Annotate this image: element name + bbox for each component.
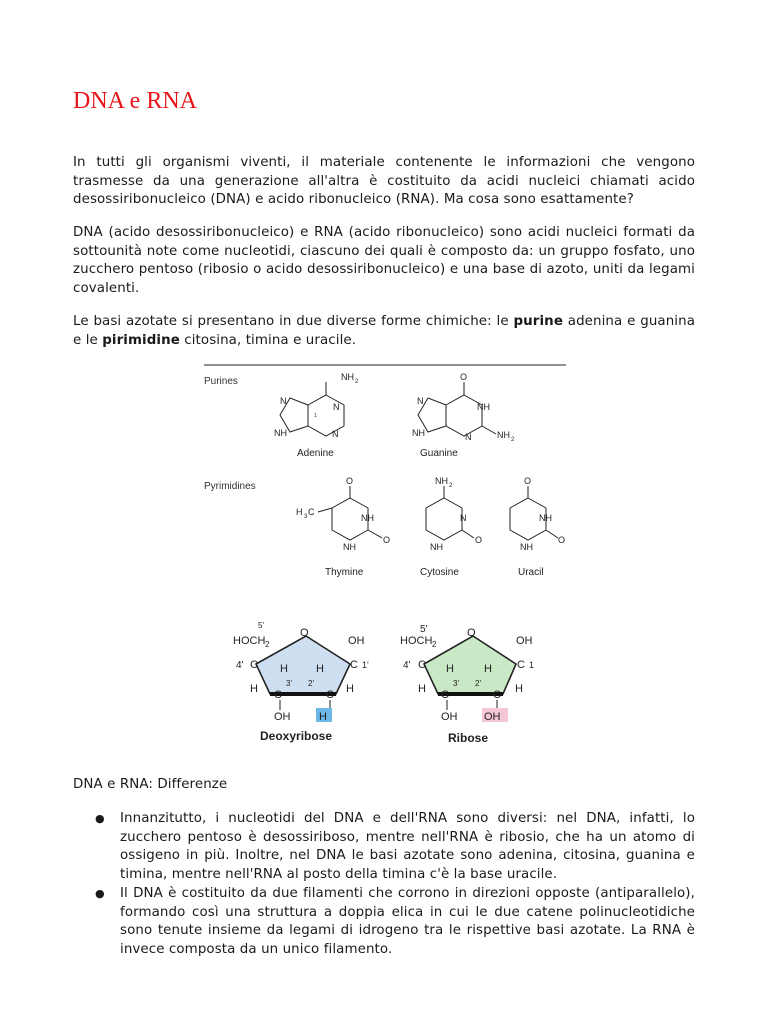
svg-text:NH: NH <box>341 372 354 382</box>
list-item <box>73 810 695 885</box>
svg-text:H: H <box>446 663 454 675</box>
svg-text:5': 5' <box>420 624 428 635</box>
svg-text:H: H <box>484 663 492 675</box>
svg-text:OH: OH <box>516 635 533 647</box>
svg-text:3: 3 <box>304 514 308 520</box>
svg-text:O: O <box>558 535 566 545</box>
cytosine-structure <box>426 486 474 540</box>
svg-text:N: N <box>465 432 472 442</box>
page-title: DNA e RNA <box>73 88 197 114</box>
svg-text:5': 5' <box>258 621 264 630</box>
svg-text:3': 3' <box>286 679 292 688</box>
svg-text:4': 4' <box>403 660 411 671</box>
svg-text:OH: OH <box>274 711 291 723</box>
svg-text:C: C <box>274 689 282 701</box>
svg-text:2: 2 <box>511 437 515 443</box>
svg-text:3': 3' <box>453 679 459 688</box>
nucleobases-figure <box>198 360 570 590</box>
section-heading: DNA e RNA: Differenze <box>73 777 228 792</box>
deoxyribose-h: H <box>319 711 327 723</box>
svg-text:H: H <box>418 683 426 695</box>
svg-text:NH: NH <box>520 542 533 552</box>
paragraph-composition: DNA (acido desossiribonucleico) e RNA (acido ribonucleico) sono acidi nucleici formati da sottounità note come nucleotidi, ciascuno dei quali è composto da: un gruppo fosfato, uno zucchero pentoso (ribosio o acido desossiribonucleico) e una base di azoto, uniti da legami covalenti. <box>73 225 695 296</box>
ribose-structure <box>400 624 534 745</box>
svg-text:O: O <box>346 476 354 486</box>
differences-list <box>73 810 695 960</box>
svg-text:OH: OH <box>348 635 365 647</box>
deoxyribose-label: Deoxyribose <box>260 729 333 743</box>
svg-text:NH: NH <box>343 542 356 552</box>
uracil-label: Uracil <box>518 567 544 578</box>
bullet-icon: ● <box>95 886 105 900</box>
svg-text:NH: NH <box>497 430 510 440</box>
svg-text:1': 1' <box>362 660 369 670</box>
svg-text:OH: OH <box>441 711 458 723</box>
adenine-label: Adenine <box>297 448 334 459</box>
guanine-label: Guanine <box>420 448 458 459</box>
list-item <box>73 885 695 960</box>
paragraph-bases <box>73 313 695 350</box>
svg-text:N: N <box>333 402 340 412</box>
ribose-label: Ribose <box>448 731 489 745</box>
svg-text:C: C <box>441 689 449 701</box>
paragraph-intro: In tutti gli organismi viventi, il materiale contenente le informazioni che vengono trasmesse da una generazione all'altra è costituito da acidi nucleici chiamati acido desossiribonucleico (DNA) e acido ribonucleico (RNA). Ma cosa sono esattamente? <box>73 155 695 207</box>
svg-text:C: C <box>517 659 525 671</box>
bases-text-3: citosina, timina e uracile. <box>179 332 357 348</box>
svg-text:H: H <box>280 663 288 675</box>
deoxyribose-structure <box>233 621 369 743</box>
svg-text:2: 2 <box>355 379 359 385</box>
svg-text:NH: NH <box>274 428 287 438</box>
pyrimidines-label: Pyrimidines <box>204 481 256 492</box>
svg-text:2: 2 <box>432 640 437 649</box>
svg-text:O: O <box>475 535 483 545</box>
svg-text:N: N <box>417 396 424 406</box>
svg-text:O: O <box>383 535 391 545</box>
svg-text:H: H <box>296 507 303 517</box>
pirimidine-term: pirimidine <box>102 332 180 348</box>
svg-text:N: N <box>460 513 467 523</box>
svg-text:C: C <box>418 659 426 671</box>
sugars-figure <box>228 618 548 746</box>
svg-text:O: O <box>467 627 476 639</box>
list-item-text: Il DNA è costituito da due filamenti che corrono in direzioni opposte (antiparallelo), formando così una struttura a doppia elica in cui le due catene polinucleotidiche sono tenute insieme da legami di idrogeno tra le rispettive basi azotate. La RNA è invece composta da un unico filamento. <box>120 885 695 957</box>
svg-text:N: N <box>280 396 287 406</box>
svg-text:O: O <box>460 372 468 382</box>
svg-text:H: H <box>515 683 523 695</box>
svg-text:2': 2' <box>308 679 314 688</box>
cytosine-label: Cytosine <box>420 567 459 578</box>
svg-text:C: C <box>326 689 334 701</box>
svg-text:C: C <box>308 507 315 517</box>
svg-text:H: H <box>250 683 258 695</box>
purines-label: Purines <box>204 376 238 387</box>
svg-text:C: C <box>250 659 258 671</box>
svg-text:HOCH: HOCH <box>400 635 433 647</box>
svg-text:2: 2 <box>265 640 270 649</box>
bases-text-1: Le basi azotate si presentano in due diverse forme chimiche: le <box>73 314 514 329</box>
list-item-text: Innanzitutto, i nucleotidi del DNA e dell'RNA sono diversi: nel DNA, infatti, lo zucchero pentoso è desossiriboso, mentre nell'RNA è ribosio, che ha un atomo di ossigeno in più. Inoltre, nel DNA le basi azotate sono adenina, citosina, guanina e timina, mentre nell'RNA al posto della timina c'è la base uracile. <box>120 811 695 883</box>
svg-text:N: N <box>332 429 339 439</box>
svg-text:O: O <box>300 627 309 639</box>
purine-term: purine <box>513 314 563 329</box>
svg-text:2: 2 <box>449 483 453 489</box>
svg-text:C: C <box>350 659 358 671</box>
svg-text:1: 1 <box>314 413 317 419</box>
svg-text:NH: NH <box>435 476 448 486</box>
svg-text:NH: NH <box>412 428 425 438</box>
bases-text-2: adenina e guanina e le <box>73 314 696 348</box>
svg-text:H: H <box>316 663 324 675</box>
svg-text:4': 4' <box>236 660 244 671</box>
svg-text:NH: NH <box>477 402 490 412</box>
svg-text:C: C <box>493 689 501 701</box>
thymine-label: Thymine <box>325 567 364 578</box>
svg-text:H: H <box>346 683 354 695</box>
svg-text:NH: NH <box>361 513 374 523</box>
svg-text:HOCH: HOCH <box>233 635 266 647</box>
svg-text:NH: NH <box>539 513 552 523</box>
bullet-icon: ● <box>95 812 105 825</box>
svg-text:O: O <box>524 476 532 486</box>
ribose-oh: OH <box>484 711 501 723</box>
svg-text:1: 1 <box>529 660 535 670</box>
svg-text:NH: NH <box>430 542 443 552</box>
svg-text:2': 2' <box>475 679 481 688</box>
